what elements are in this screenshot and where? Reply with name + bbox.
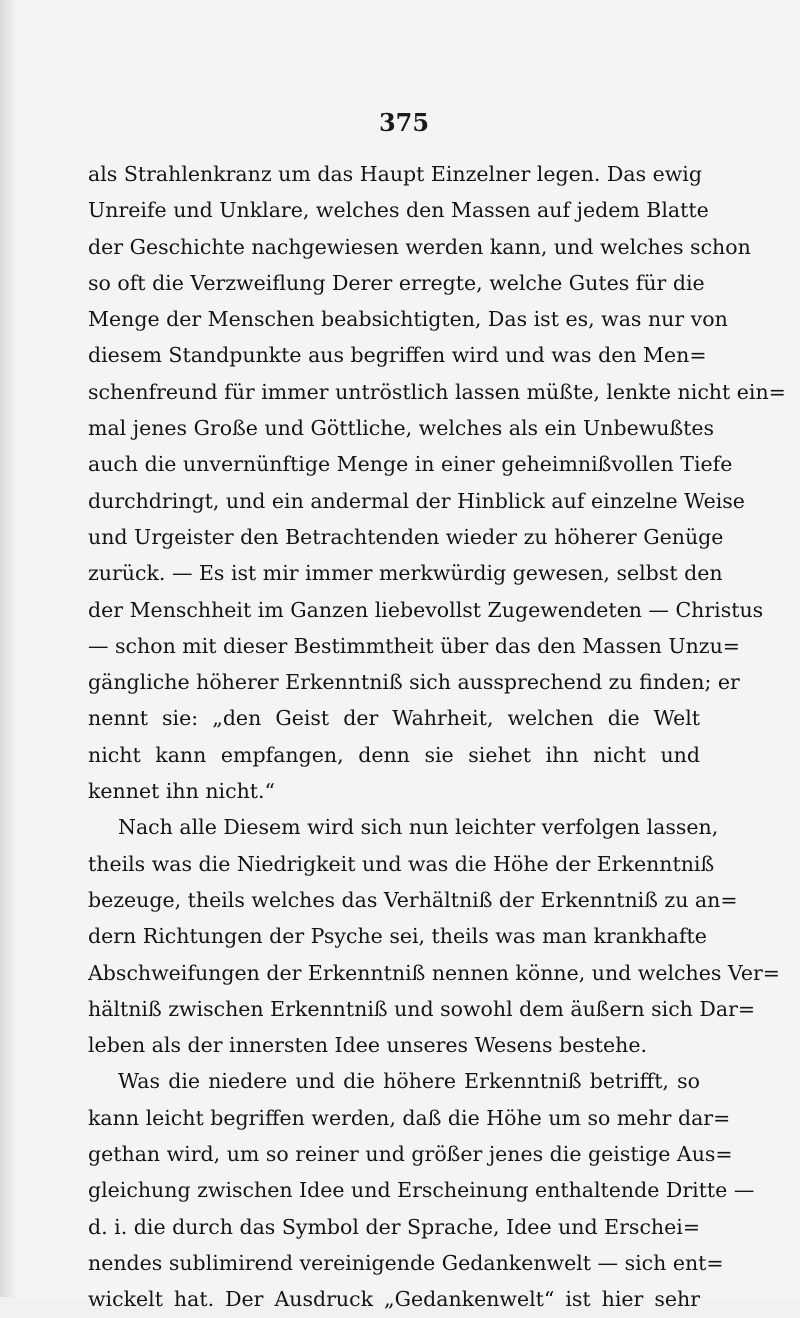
text-line: gleichung zwischen Idee und Erscheinung enthaltende Dritte — [88, 1178, 755, 1203]
text-line: d. i. die durch das Symbol der Sprache, Idee und Erschei= [88, 1214, 700, 1239]
text-line: Menge der Menschen beabsichtigten, Das ist es, was nur von [88, 307, 728, 332]
text-line: Was die niedere und die höhere Erkenntniß betrifft, so [118, 1069, 700, 1094]
body-text [88, 156, 786, 1318]
text-line: kennet ihn nicht.“ [88, 779, 276, 804]
page-number: 375 [378, 108, 430, 137]
text-line: nicht kann empfangen, denn sie siehet ihn nicht und [88, 742, 700, 767]
text-line: theils was die Niedrigkeit und was die Höhe der Erkenntniß [88, 851, 715, 876]
text-line: gängliche höherer Erkenntniß sich aussprechend zu finden; er [88, 670, 740, 695]
text-line: mal jenes Große und Göttliche, welches als ein Unbewußtes [88, 416, 715, 441]
text-line: der Geschichte nachgewiesen werden kann, und welches schon [88, 234, 751, 259]
text-line: durchdringt, und ein andermal der Hinblick auf einzelne Weise [88, 488, 745, 513]
text-line: zurück. — Es ist mir immer merkwürdig gewesen, selbst den [88, 561, 723, 586]
text-line: dern Richtungen der Psyche sei, theils was man krankhafte [88, 924, 707, 949]
text-line: schenfreund für immer untröstlich lassen müßte, lenkte nicht ein= [88, 379, 786, 404]
text-line: — schon mit dieser Bestimmtheit über das den Massen Unzu= [88, 633, 740, 658]
text-line: Nach alle Diesem wird sich nun leichter verfolgen lassen, [118, 815, 719, 840]
text-line: auch die unvernünftige Menge in einer geheimnißvollen Tiefe [88, 452, 733, 477]
text-line: Abschweifungen der Erkenntniß nennen könne, und welches Ver= [88, 960, 780, 985]
text-line: nennt sie: „den Geist der Wahrheit, welchen die Welt [88, 706, 700, 731]
text-line: nendes sublimirend vereinigende Gedankenwelt — sich ent= [88, 1250, 724, 1275]
text-line: hältniß zwischen Erkenntniß und sowohl dem äußern sich Dar= [88, 996, 756, 1021]
text-line: kann leicht begriffen werden, daß die Höhe um so mehr dar= [88, 1105, 731, 1130]
text-line: Unreife und Unklare, welches den Massen auf jedem Blatte [88, 198, 709, 223]
text-line: als Strahlenkranz um das Haupt Einzelner legen. Das ewig [88, 162, 702, 186]
text-line: bezeuge, theils welches das Verhältniß der Erkenntniß zu an= [88, 887, 738, 912]
text-line: diesem Standpunkte aus begriffen wird und was den Men= [88, 343, 707, 368]
text-line: gethan wird, um so reiner und größer jenes die geistige Aus= [88, 1142, 733, 1167]
text-line: der Menschheit im Ganzen liebevollst Zugewendeten — Christus [88, 597, 764, 622]
text-line: so oft die Verzweiflung Derer erregte, welche Gutes für die [88, 270, 705, 295]
text-line: und Urgeister den Betrachtenden wieder zu höherer Genüge [88, 524, 724, 549]
text-line: wickelt hat. Der Ausdruck „Gedankenwelt“ ist hier sehr [88, 1287, 700, 1312]
text-line: leben als der innersten Idee unseres Wesens bestehe. [88, 1033, 647, 1058]
